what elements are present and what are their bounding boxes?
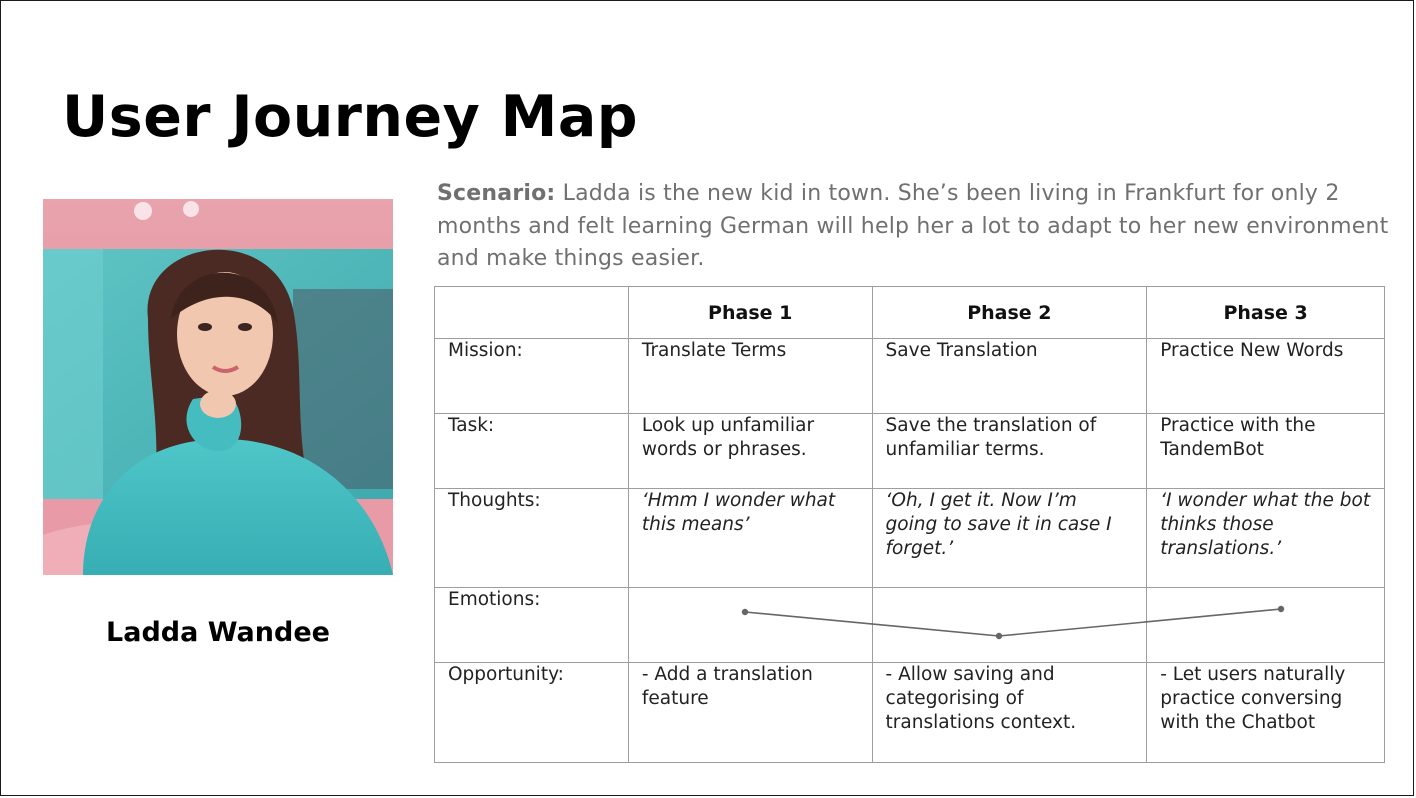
phase-3-header: Phase 3 [1147,287,1385,339]
scenario-text [437,178,1397,276]
table-row-task [435,414,1385,489]
table-row-emotions [435,588,1385,663]
table-row-mission [435,339,1385,414]
page-title: User Journey Map [62,84,639,150]
emotions-phase-3 [1147,588,1385,663]
table-row-thoughts [435,489,1385,588]
row-label-opportunity: Opportunity: [435,663,629,763]
journey-table [434,286,1385,763]
mission-phase-1: Translate Terms [628,339,872,414]
row-label-emotions: Emotions: [435,588,629,663]
opportunity-phase-1: - Add a translation feature [628,663,872,763]
task-phase-1: Look up unfamiliar words or phrases. [628,414,872,489]
persona-photo [43,199,393,575]
opportunity-phase-2: - Allow saving and categorising of translations context. [872,663,1147,763]
scenario-label: Scenario: [437,181,556,206]
opportunity-phase-3: - Let users naturally practice conversing with the Chatbot [1147,663,1385,763]
row-label-task: Task: [435,414,629,489]
persona-name: Ladda Wandee [106,617,330,648]
thoughts-phase-3: ‘I wonder what the bot thinks those translations.’ [1147,489,1385,588]
scenario-body: Ladda is the new kid in town. She’s been living in Frankfurt for only 2 months and felt learning German will help her a lot to adapt to her new environment and make things easier. [437,181,1389,271]
table-header-row [435,287,1385,339]
phase-2-header: Phase 2 [872,287,1147,339]
emotions-phase-2 [872,588,1147,663]
mission-phase-3: Practice New Words [1147,339,1385,414]
table-corner-cell [435,287,629,339]
task-phase-3: Practice with the TandemBot [1147,414,1385,489]
thoughts-phase-2: ‘Oh, I get it. Now I’m going to save it in case I forget.’ [872,489,1147,588]
emotions-phase-1 [628,588,872,663]
table-row-opportunity [435,663,1385,763]
mission-phase-2: Save Translation [872,339,1147,414]
persona-photo-illustration [43,199,393,575]
row-label-thoughts: Thoughts: [435,489,629,588]
row-label-mission: Mission: [435,339,629,414]
phase-1-header: Phase 1 [628,287,872,339]
task-phase-2: Save the translation of unfamiliar terms. [872,414,1147,489]
thoughts-phase-1: ‘Hmm I wonder what this means’ [628,489,872,588]
